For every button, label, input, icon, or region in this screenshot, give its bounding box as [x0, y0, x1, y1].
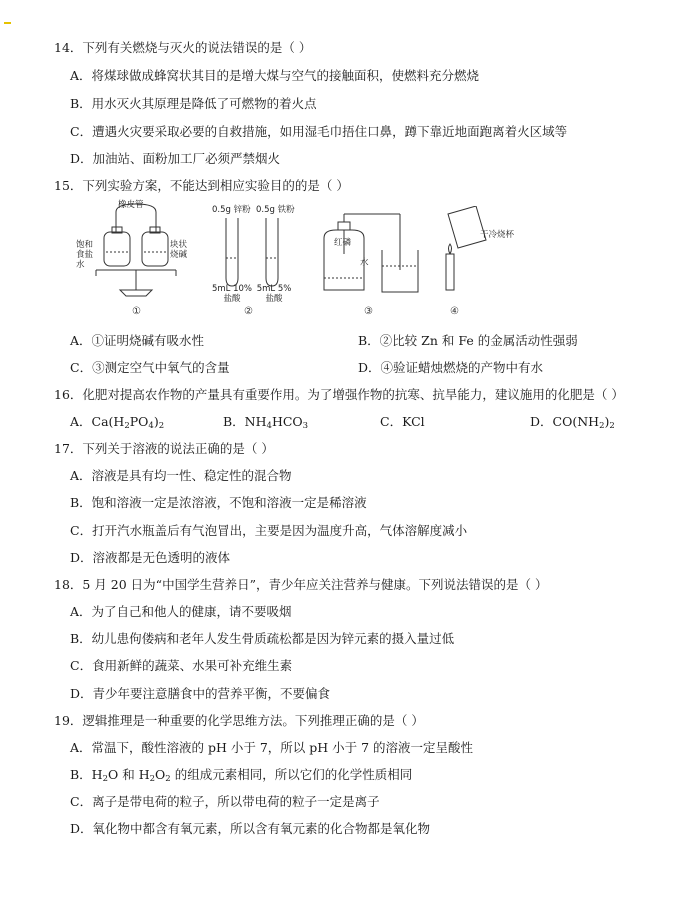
- q16-stem: 16．化肥对提高农作物的产量具有重要作用。为了增强作物的抗寒、抗旱能力，建议施用的化肥是（ ）: [54, 387, 624, 402]
- rubber-tube-label: 橡皮管: [118, 200, 144, 210]
- q15-stem: 15．下列实验方案，不能达到相应实验目的的是（ ）: [54, 178, 349, 193]
- q18-stem: 18．5 月 20 日为“中国学生营养日”，青少年应关注营养与健康。下列说法错误的是（ ）: [54, 577, 548, 592]
- candle-beaker-diagram: [436, 206, 496, 296]
- q15-option-d: D．④验证蜡烛燃烧的产物中有水: [358, 360, 544, 375]
- q15-experiment-figure: [76, 200, 516, 320]
- q15-option-c: C．③测定空气中氧气的含量: [70, 360, 230, 375]
- q14-option-a: A．将煤球做成蜂窝状其目的是增大煤与空气的接触面积，使燃料充分燃烧: [70, 68, 480, 83]
- q18-option-b: B．幼儿患佝偻病和老年人发生骨质疏松都是因为锌元素的摄入量过低: [70, 631, 455, 646]
- q19-stem: 19．逻辑推理是一种重要的化学思维方法。下列推理正确的是（ ）: [54, 713, 424, 728]
- caustic-soda-label: 块状烧碱: [170, 240, 188, 260]
- oxygen-measure-diagram: [316, 210, 426, 300]
- test-tubes-diagram: [212, 218, 292, 293]
- figure-3-number: ③: [364, 306, 373, 317]
- q19-option-a: A．常温下，酸性溶液的 pH 小于 7，所以 pH 小于 7 的溶液一定呈酸性: [70, 740, 474, 755]
- q16-option-d: D．$CO(NH_2)_2$: [530, 414, 615, 431]
- q14-stem: 14．下列有关燃烧与灭火的说法错误的是（ ）: [54, 40, 312, 55]
- q14-option-d: D．加油站、面粉加工厂必须严禁烟火: [70, 151, 281, 166]
- dry-cold-beaker-label: 干冷烧杯: [480, 230, 515, 240]
- hcl-10-label: 5mL 10%盐酸: [211, 284, 253, 304]
- q18-option-d: D．青少年要注意膳食中的营养平衡，不要偏食: [70, 686, 331, 701]
- q17-option-a: A．溶液是具有均一性、稳定性的混合物: [70, 468, 292, 483]
- q17-option-c: C．打开汽水瓶盖后有气泡冒出，主要是因为温度升高，气体溶解度减小: [70, 523, 468, 538]
- q14-option-c: C．遭遇火灾要采取必要的自救措施，如用湿毛巾捂住口鼻，蹲下靠近地面跑离着火区域等: [70, 124, 568, 139]
- q17-option-b: B．饱和溶液一定是浓溶液，不饱和溶液一定是稀溶液: [70, 495, 367, 510]
- saturated-salt-label: 饱和食盐水: [76, 240, 94, 270]
- figure-4-number: ④: [450, 306, 459, 317]
- q15-option-a: A．①证明烧碱有吸水性: [70, 333, 205, 348]
- iron-powder-label: 0.5g 铁粉: [256, 205, 295, 215]
- hcl-5-label: 5mL 5%盐酸: [256, 284, 292, 304]
- q17-option-d: D．溶液都是无色透明的液体: [70, 550, 231, 565]
- q17-stem: 17．下列关于溶液的说法正确的是（ ）: [54, 441, 274, 456]
- q16-option-c: C．KCl: [380, 414, 425, 429]
- water-label: 水: [360, 258, 369, 268]
- corner-mark: [4, 22, 11, 24]
- q18-option-a: A．为了自己和他人的健康，请不要吸烟: [70, 604, 292, 619]
- q18-option-c: C．食用新鲜的蔬菜、水果可补充维生素: [70, 658, 293, 673]
- q19-option-d: D．氧化物中都含有氧元素，所以含有氧元素的化合物都是氧化物: [70, 821, 431, 836]
- q15-option-b: B．②比较 Zn 和 Fe 的金属活动性强弱: [358, 333, 578, 348]
- figure-1-number: ①: [132, 306, 141, 317]
- q19-option-b: B．$H_2O$ 和 $H_2O_2$ 的组成元素相同，所以它们的化学性质相同: [70, 767, 413, 784]
- q14-option-b: B．用水灭火其原理是降低了可燃物的着火点: [70, 96, 317, 111]
- q16-option-a: A．$Ca(H_2PO_4)_2$: [70, 414, 165, 431]
- red-phosphorus-label: 红磷: [334, 238, 352, 248]
- q16-option-b: B．$NH_4HCO_3$: [223, 414, 309, 431]
- zinc-powder-label: 0.5g 锌粉: [212, 205, 251, 215]
- figure-2-number: ②: [244, 306, 253, 317]
- q19-option-c: C．离子是带电荷的粒子，所以带电荷的粒子一定是离子: [70, 794, 380, 809]
